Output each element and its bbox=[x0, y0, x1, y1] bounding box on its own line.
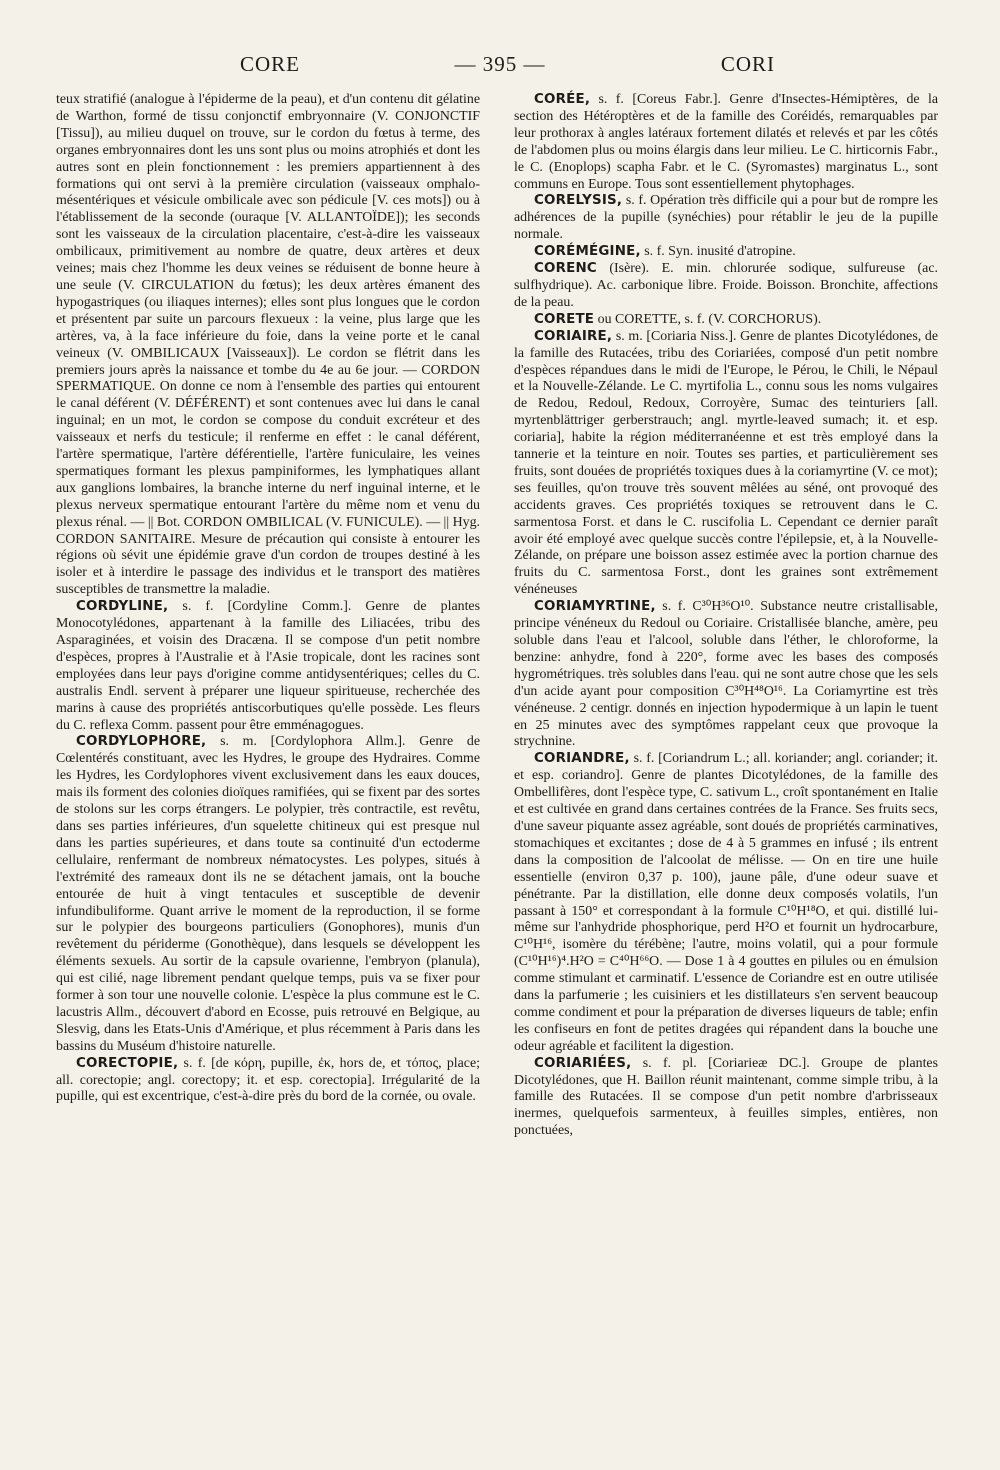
entry-text: s. f. [Cordyline Comm.]. Genre de plantes Monocotylédones, appartenant à la famille des Liliacées, tribu des Asparaginées, et voisin des Dracæna. Il se compose d'un petit nombre d'espèces, propres à l'Australie et à l'Asie tropicale, dont les racines sont employées dans leur pays d'origine comme antidysentériques; celles du C. australis Endl. servent à préparer une liqueur spiritueuse, recherchée des marins à cause des propriétés antiscorbutiques qu'elle possède. Les fleurs du C. reflexa Comm. passent pour être emménagogues. bbox=[56, 599, 480, 733]
entry-text: s. m. [Coriaria Niss.]. Genre de plantes Dicotylédones, de la famille des Rutacées, tribu des Coriariées, composé d'un petit nombre d'espèces répandues dans le midi de l'Europe, le Pérou, le Chili, le Népaul et la Nouvelle-Zélande. Le C. myrtifolia L., connu sous les noms vulgaires de Redou, Redoul, Redoux, Corroyère, Sumac des teinturiers [all. myrtenblättriger gerberstrauch; angl. myrtle-leaved sumach; it. et esp. coriaria], habite la région méditerranéenne et est très employé dans la tannerie et la teinture en noir. Toutes ses parties, et particulièrement ses fruits, sont douées de propriétés toxiques dues à la coriamyrtine (V. ce mot); ses feuilles, qu'on trouve très souvent mêlées au séné, ont provoqué des accidents graves. Ces propriétés toxiques se retrouvent dans le C. sarmentosa Forst. et dans le C. ruscifolia L. Cependant ce dernier paraît avoir été employé avec quelque succès contre l'épilepsie, et, à la Nouvelle-Zélande, on prépare une boisson assez estimée avec la portion charnue des fruits du C. sarmentosa Forst., dont les graines sont extrêmement vénéneuses bbox=[514, 328, 938, 598]
entry-text: s. m. [Cordylophora Allm.]. Genre de Cœlentérés constituant, avec les Hydres, le groupe des Hydraires. Comme les Hydres, les Cordylophores vivent exclusivement dans les eaux douces, mais ils forment des colonies dioïques ramifiées, qui se fixent par des sortes de stolons sur les corps étrangers. Le polypier, très contractile, est revêtu, dans ses parties inférieures, d'un squelette chitineux qui est presque nul dans les parties supérieures, et dans toute sa continuité d'un ectoderme cellulaire, renfermant de nombreux nématocystes. Les polypes, situés à l'extrémité des rameaux dont ils ne se détachent jamais, ont la bouche entourée de huit à vingt tentacules et susceptible de devenir infundibuliforme. Quant arrive le moment de la reproduction, il se forme sur le polypier des bourgeons particuliers (Gonophores), munis d'un revêtement du périderme (Gonothèque), dans lesquels se développent les éléments sexuels. Au sortir de la capsule ovarienne, l'embryon (planula), qui est cilié, nage librement pendant quelque temps, puis va se fixer pour former à son tour une nouvelle colonie. L'espèce la plus commune est le C. lacustris Allm., découvert d'abord en Ecosse, puis retrouvé en Belgique, au Slesvig, dans les Etats-Unis d'Amérique, et plus récemment à Paris dans les bassins du Muséum d'histoire naturelle. bbox=[56, 734, 480, 1054]
entry-coriariees bbox=[514, 1056, 938, 1141]
entry-corectopie bbox=[56, 1056, 480, 1107]
entry-corenc bbox=[514, 261, 938, 312]
right-column bbox=[514, 92, 938, 1140]
headword: CORDYLINE, bbox=[76, 599, 169, 615]
running-head-left: CORE bbox=[240, 52, 301, 76]
headword: CORÉE, bbox=[534, 92, 591, 107]
headword: CORIARIÉES, bbox=[534, 1055, 632, 1071]
headword: CORECTOPIE, bbox=[76, 1055, 179, 1071]
entry-cordylophore bbox=[56, 734, 480, 1055]
headword: CORÉMÉGINE, bbox=[534, 244, 641, 260]
entry-coremegine bbox=[514, 244, 938, 261]
headword: CORENC bbox=[534, 261, 597, 277]
entry-text: teux stratifié (analogue à l'épiderme de la peau), et d'un contenu dit gélatine de Warthon, formé de tissu conjonctif embryonnaire (V. CONJONCTIF [Tissu]), au milieu duquel on trouve, sur le cordon du fœtus à terme, des organes embryonnaires dont les uns sont plus ou moins atrophiés et dont les autres sont en plein fonctionnement : les premiers appartiennent à des formations qui ont servi à la première circulation (vaisseaux omphalo-mésentériques et vésicule ombilicale avec son pédicule [V. ces mots]) ou à l'établissement de la seconde (ouraque [V. ALLANTOÏDE]); les seconds sont les vaisseaux de la circulation placentaire, c'est-à-dire les vaisseaux ombilicaux, primitivement au nombre de quatre, deux artères et deux veines; mais chez l'homme les deux veines se réduisent de bonne heure à une seule (V. CIRCULATION du fœtus); les deux artères émanent des hypogastriques (ou iliaques internes); elles sont plus longues que le cordon et présentent par suite un parcours flexueux : la veine, plus large que les artères, va, à la face inférieure du foie, dans la veine porte et le canal veineux (V. OMBILICAUX [Vaisseaux]). Le cordon se flétrit dans les premiers jours après la naissance et tombe du 4e au 6e jour. — CORDON SPERMATIQUE. On donne ce nom à l'ensemble des parties qui entourent le canal déférent (V. DÉFÉRENT) et sont contenues avec lui dans le canal inguinal; en un mot, le cordon se compose du conduit excréteur et des vaisseaux et nerfs du testicule; il renferme en effet : le canal déférent, l'artère spermatique, l'artère déférentielle, l'artère funiculaire, les veines spermatiques formant les plexus pampiniformes, les lymphatiques allant aux ganglions lombaires, la branche interne du nerf inguinal interne, et le plexus nerveux spermatique entourant l'artère du même nom et venu du plexus rénal. — || Bot. CORDON OMBILICAL (V. FUNICULE). — || Hyg. CORDON SANITAIRE. Mesure de précaution qui consiste à entourer les régions où sévit une épidémie grave d'un cordon de troupes destiné à les isoler et à interdire le passage des individus et le transport des matières susceptibles de transmettre la maladie. bbox=[56, 92, 480, 598]
entry-coree bbox=[514, 92, 938, 193]
entry-text: ou CORETTE, s. f. (V. CORCHORUS). bbox=[594, 311, 822, 327]
headword: CORIANDRE, bbox=[534, 751, 630, 767]
entry-coriamyrtine bbox=[514, 599, 938, 751]
entry-continuation bbox=[56, 92, 480, 599]
headword: CORDYLOPHORE, bbox=[76, 734, 207, 750]
entry-corete bbox=[514, 312, 938, 329]
page-number: — 395 — bbox=[454, 52, 546, 76]
headword: CORELYSIS, bbox=[534, 193, 623, 209]
headword: CORIAMYRTINE, bbox=[534, 599, 656, 615]
entry-text: s. f. Opération très difficile qui a pour but de rompre les adhérences de la pupille (synéchies) pour rétablir le jeu de la pupille normale. bbox=[514, 193, 938, 243]
entry-corelysis bbox=[514, 193, 938, 244]
entry-text: s. f. [Coreus Fabr.]. Genre d'Insectes-Hémiptères, de la section des Hétéroptères et de la famille des Coréidés, remarquables par leur prothorax à angles latéraux fortement dilatés et relevés et par les côtés de l'abdomen plus ou moins élargis dans leur milieu. Le C. hirticornis Fabr., le C. (Enoplops) scapha Fabr. et le C. (Syromastes) marginatus L., sont communs en Europe. Tous sont essentiellement phytophages. bbox=[514, 92, 938, 192]
entry-text: s. f. [de κόρη, pupille, ἐκ, hors de, et τόπος, place; all. corectopie; angl. corectopy; it. et esp. corectopia]. Irrégularité de la pupille, qui est excentrique, c'est-à-dire près du bord de la cornée, ou ovale. bbox=[56, 1055, 480, 1105]
running-head bbox=[55, 52, 945, 92]
headword: CORIAIRE, bbox=[534, 328, 613, 344]
entry-text: s. f. pl. [Coriarieæ DC.]. Groupe de plantes Dicotylédones, que H. Baillon réunit maintenant, comme simple tribu, à la famille des Rutacées. Il se compose d'un petit nombre d'arbrisseaux inermes, quelquefois sarmenteux, à feuilles simples, entières, non ponctuées, bbox=[514, 1055, 938, 1139]
entry-cordyline bbox=[56, 599, 480, 734]
left-column bbox=[56, 92, 480, 1106]
entry-coriandre bbox=[514, 751, 938, 1055]
entry-text: s. f. Syn. inusité d'atropine. bbox=[640, 244, 796, 260]
entry-text: s. f. [Coriandrum L.; all. koriander; angl. coriander; it. et esp. coriandro]. Genre de plantes Dicotylédones, de la famille des Ombellifères, dont l'espèce type, C. sativum L., croît spontanément en Italie et est cultivée en grand dans certaines contrées de la France. Ses fruits secs, d'une saveur piquante assez agréable, sont doués de propriétés carminatives, stomachiques et excitantes ; dose de 4 à 5 grammes en infusé ; ils entrent dans la composition de l'alcoolat de mélisse. — On en tire une huile essentielle (environ 0,37 p. 100), jaune pâle, d'une odeur suave et pénétrante. Par la distillation, elle donne deux composés volatils, l'un passant à 150° et correspondant à la formule C¹⁰H¹⁸O, et qui. distillé lui-même sur l'anhydride phosphorique, perd H²O et fournit un hydrocarbure, C¹⁰H¹⁶, isomère du térébène; l'autre, moins volatil, qui a pour formule (C¹⁰H¹⁶)⁴.H²O = C⁴⁰H⁶⁶O. — Dose 1 à 4 gouttes en pilules ou en émulsion comme stimulant et carminatif. L'essence de Coriandre est en outre utilisée dans la parfumerie ; les cuisiniers et les distillateurs s'en servent beaucoup comme condiment et pour la préparation de diverses liqueurs de table; enfin les confiseurs en font de petites dragées qui répandent dans la bouche une odeur agréable et facilitent la digestion. bbox=[514, 751, 938, 1054]
entry-text: s. f. C³⁰H³⁶O¹⁰. Substance neutre cristallisable, principe vénéneux du Redoul ou Coriaire. Cristallisée blanche, amère, peu soluble dans l'eau et l'alcool, soluble dans l'éther, le chloroforme, la benzine: anhydre, fond à 220°, forme avec les bases des composés hygrométriques. très solubles dans l'eau. qui ne sont autre chose que les sels d'un acide ayant pour composition C³⁰H⁴⁸O¹⁶. La Coriamyrtine est très vénéneuse. 2 centigr. donnés en injection hypodermique à un lapin le tuent en 25 minutes avec des symptômes rappelant ceux que provoque la strychnine. bbox=[514, 599, 938, 750]
entry-coriaire bbox=[514, 329, 938, 600]
entry-text: (Isère). E. min. chlorurée sodique, sulfureuse (ac. sulfhydrique). Ac. carbonique libre. Froide. Boisson. Bronchite, affections de la peau. bbox=[514, 261, 938, 310]
running-head-right: CORI bbox=[720, 52, 775, 76]
headword: CORETE bbox=[534, 311, 595, 327]
